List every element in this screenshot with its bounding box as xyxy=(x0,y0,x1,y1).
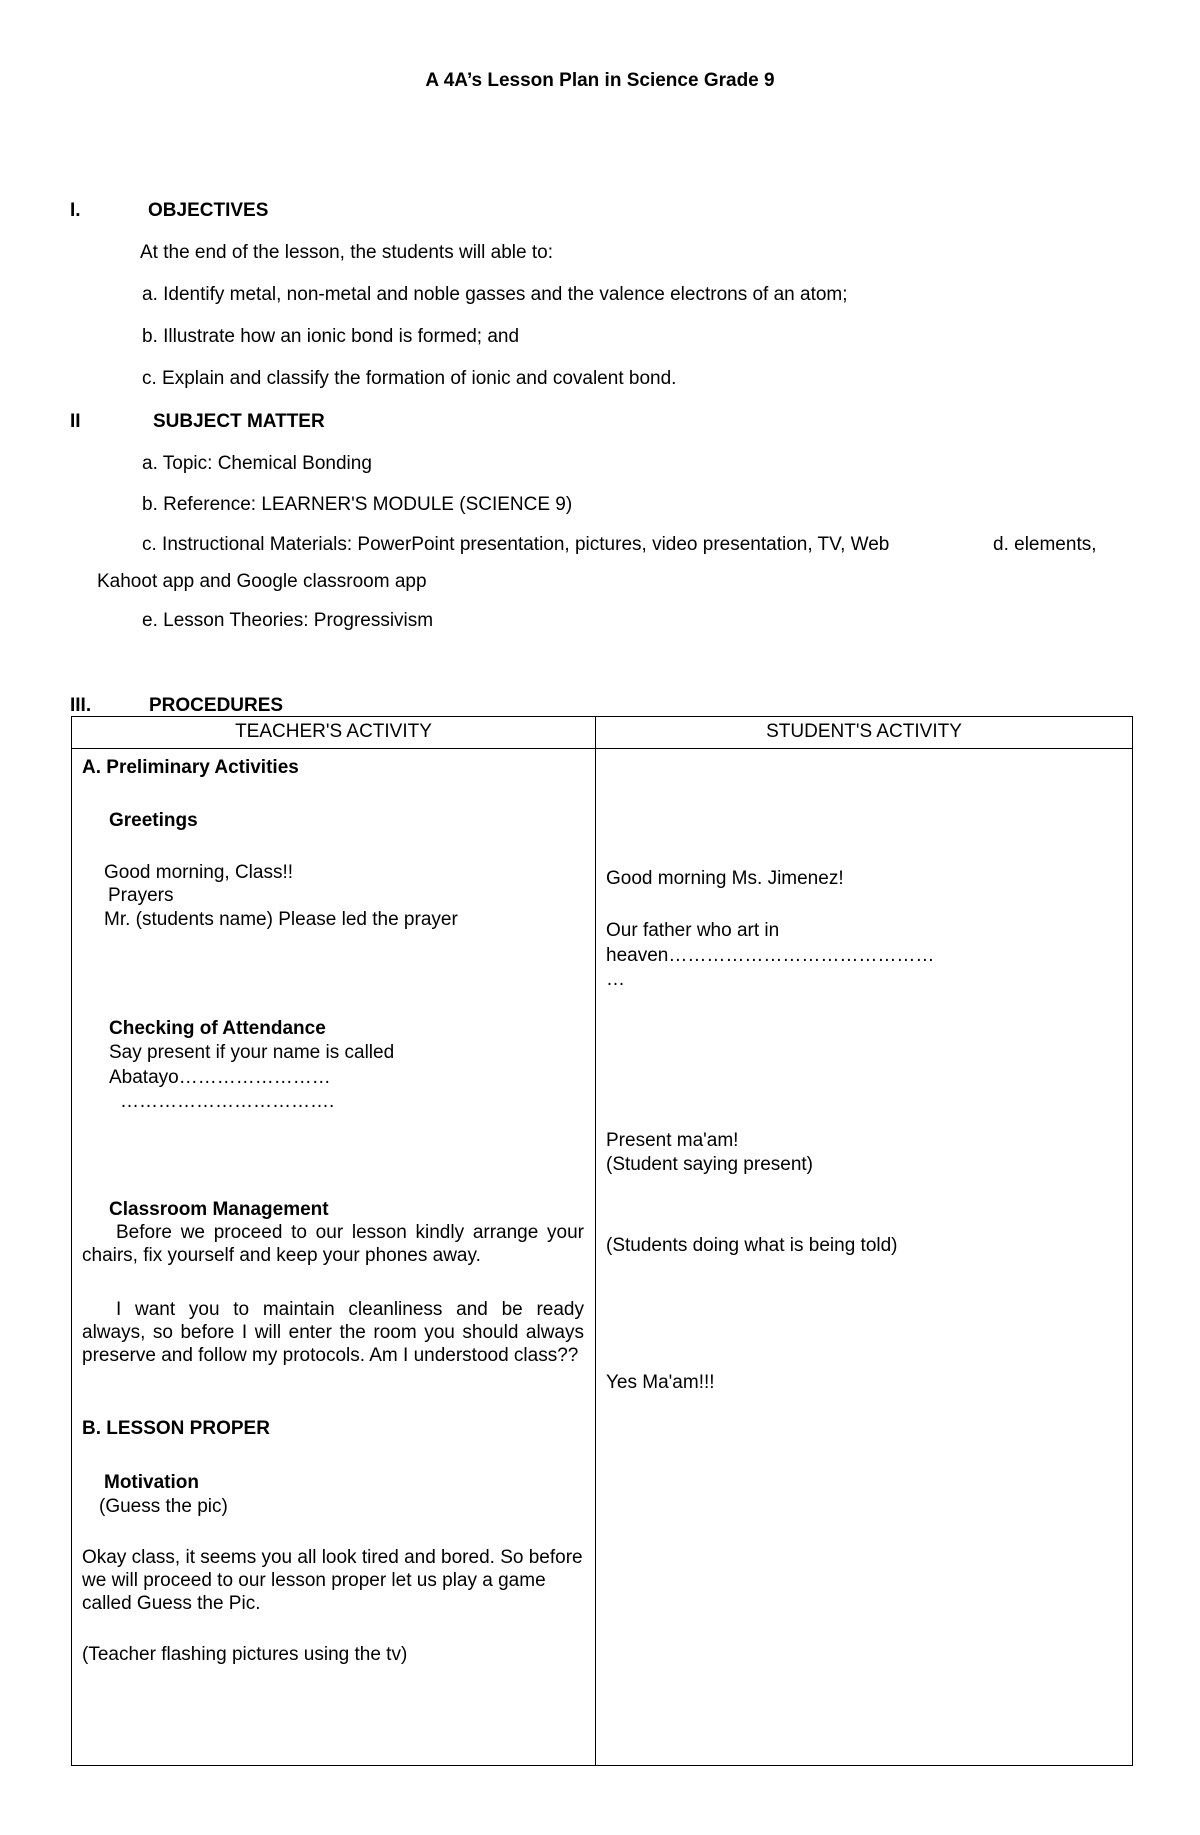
procedures-heading: PROCEDURES xyxy=(149,695,284,716)
say-present: Say present if your name is called xyxy=(109,1042,395,1063)
student-saying-present: (Student saying present) xyxy=(606,1154,814,1175)
objectives-intro: At the end of the lesson, the students will able to: xyxy=(140,242,553,263)
student-present: Present ma'am! xyxy=(606,1130,739,1151)
motivation-paragraph: Okay class, it seems you all look tired and bored. So before we will proceed to our lesson proper let us play a game called Guess the Pic. xyxy=(82,1547,583,1614)
objectives-numeral: I. xyxy=(70,200,81,221)
objectives-heading: OBJECTIVES xyxy=(148,200,269,221)
page-title: A 4A’s Lesson Plan in Science Grade 9 xyxy=(425,70,775,91)
management-paragraph-2: I want you to maintain cleanliness and be ready always, so before I will enter the room you should always preserve and follow my protocols. Am I understood class?? xyxy=(82,1299,584,1366)
procedures-numeral: III. xyxy=(70,695,92,716)
subject-elements: d. elements, xyxy=(993,534,1097,555)
objective-item-c: c. Explain and classify the formation of ionic and covalent bond. xyxy=(142,368,677,389)
attendance-heading: Checking of Attendance xyxy=(109,1018,326,1039)
lesson-proper-heading: B. LESSON PROPER xyxy=(82,1418,270,1439)
subject-topic: a. Topic: Chemical Bonding xyxy=(142,453,372,474)
motivation-heading: Motivation xyxy=(104,1472,199,1493)
header-divider xyxy=(72,748,1132,749)
attendance-name: Abatayo…………………… xyxy=(109,1067,331,1088)
subject-matter-numeral: II xyxy=(70,411,81,432)
column-divider xyxy=(595,717,596,1765)
lead-prayer: Mr. (students name) Please led the prayer xyxy=(104,909,458,930)
classroom-management-heading: Classroom Management xyxy=(109,1199,329,1220)
subject-reference: b. Reference: LEARNER'S MODULE (SCIENCE 9) xyxy=(142,494,573,515)
management-paragraph-1: Before we proceed to our lesson kindly arrange your chairs, fix yourself and keep your phones away. xyxy=(82,1222,584,1266)
teacher-activity-header: TEACHER'S ACTIVITY xyxy=(235,721,432,742)
objective-item-b: b. Illustrate how an ionic bond is formed; and xyxy=(142,326,520,347)
teacher-flashing-note: (Teacher flashing pictures using the tv) xyxy=(82,1644,408,1665)
prayers-label: Prayers xyxy=(108,885,174,906)
procedures-table xyxy=(71,716,1133,1766)
subject-materials: c. Instructional Materials: PowerPoint presentation, pictures, video presentation, TV, Web xyxy=(142,534,890,555)
student-prayer-ellipsis: … xyxy=(606,969,625,990)
subject-matter-heading: SUBJECT MATTER xyxy=(153,411,325,432)
subject-materials-cont: Kahoot app and Google classroom app xyxy=(97,571,427,592)
student-prayer-line-1: Our father who art in xyxy=(606,920,780,941)
teacher-good-morning: Good morning, Class!! xyxy=(104,862,294,883)
attendance-dots: ……………………………. xyxy=(120,1091,335,1112)
preliminary-activities: A. Preliminary Activities xyxy=(82,757,299,778)
student-activity-header: STUDENT'S ACTIVITY xyxy=(766,721,962,742)
objective-item-a: a. Identify metal, non-metal and noble gasses and the valence electrons of an atom; xyxy=(142,284,848,305)
student-yes-maam: Yes Ma'am!!! xyxy=(606,1372,715,1393)
subject-theories: e. Lesson Theories: Progressivism xyxy=(142,610,434,631)
student-good-morning: Good morning Ms. Jimenez! xyxy=(606,868,844,889)
student-prayer-line-2: heaven…………………………………… xyxy=(606,945,935,966)
guess-pic-label: (Guess the pic) xyxy=(99,1496,228,1517)
students-doing-told: (Students doing what is being told) xyxy=(606,1235,898,1256)
greetings-heading: Greetings xyxy=(109,810,198,831)
